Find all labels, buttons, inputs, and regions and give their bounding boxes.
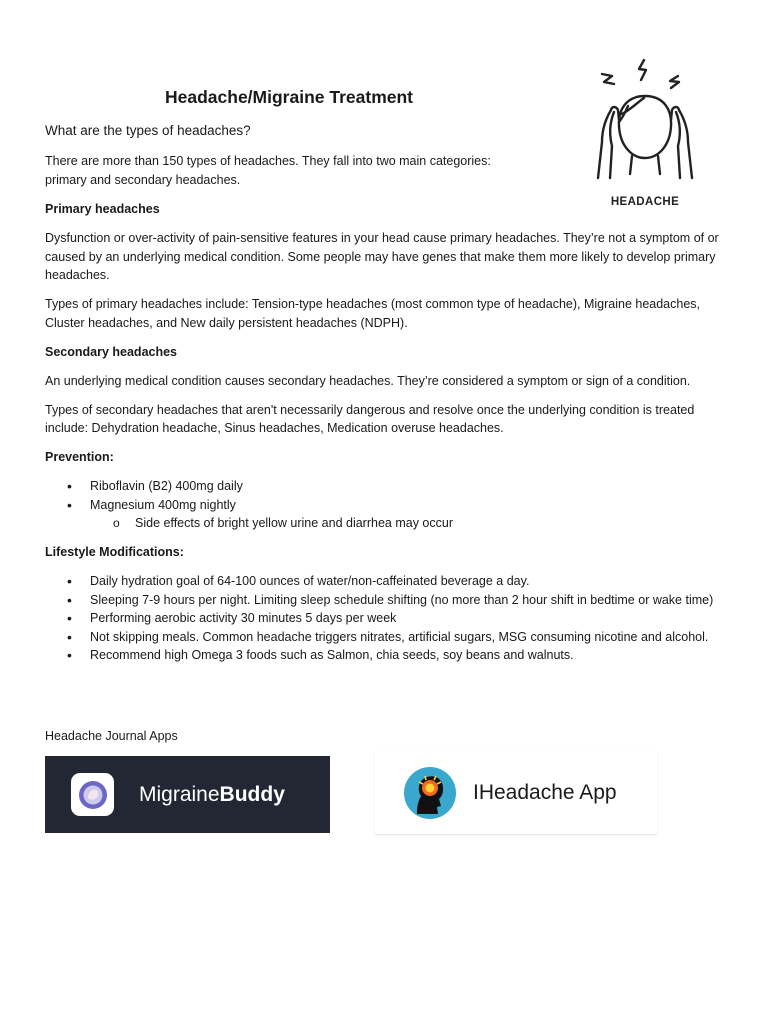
- lifestyle-list: [45, 572, 720, 665]
- section-question: What are the types of headaches?: [45, 123, 251, 138]
- list-item: • Sleeping 7-9 hours per night. Limiting sleep schedule shifting (no more than 2 hour shift in bedtime or wake time): [90, 591, 720, 610]
- headache-illustration: [578, 50, 712, 210]
- heading-lifestyle: Lifestyle Modifications:: [45, 545, 184, 559]
- wordmark-part-1: Migraine: [139, 782, 220, 806]
- page-title: Headache/Migraine Treatment: [165, 87, 413, 107]
- wordmark-part-2: Buddy: [219, 782, 285, 806]
- migraine-buddy-logo-icon: [71, 773, 114, 816]
- heading-secondary: Secondary headaches: [45, 344, 178, 359]
- migraine-buddy-banner[interactable]: [45, 756, 330, 833]
- migraine-buddy-wordmark: [139, 783, 285, 807]
- sub-list-item: o Side effects of bright yellow urine and diarrhea may occur: [135, 514, 720, 533]
- list-item: • Performing aerobic activity 30 minutes 5 days per week: [90, 609, 720, 628]
- list-item-text: Magnesium 400mg nightly: [90, 497, 236, 512]
- intro-paragraph: There are more than 150 types of headaches. They fall into two main categories: primary and secondary headaches.: [45, 154, 491, 187]
- prevention-list: [45, 477, 720, 533]
- list-item: [90, 496, 720, 533]
- heading-primary: Primary headaches: [45, 202, 160, 216]
- illustration-caption: HEADACHE: [610, 196, 680, 208]
- secondary-paragraph-2: Types of secondary headaches that aren't necessarily dangerous and resolve once the underlying condition is treated include: Dehydration headache, Sinus headaches, Medication overuse headaches.: [45, 402, 695, 435]
- iheadache-banner[interactable]: [375, 752, 657, 834]
- prevention-sublist: [90, 514, 720, 533]
- iheadache-logo-icon: [403, 766, 457, 820]
- primary-paragraph-1: Dysfunction or over-activity of pain-sensitive features in your head cause primary headaches. They’re not a symptom of or caused by an underlying medical condition. Some people may have genes that make them more likely to develop primary headaches.: [45, 231, 719, 282]
- iheadache-app-name: IHeadache App: [473, 780, 617, 804]
- primary-paragraph-2: Types of primary headaches include: Tension-type headaches (most common type of headache), Migraine headaches, Cluster headaches, and New daily persistent headaches (NDPH).: [45, 297, 701, 330]
- list-item: • Not skipping meals. Common headache triggers nitrates, artificial sugars, MSG consuming nicotine and alcohol.: [90, 628, 720, 647]
- list-item: • Daily hydration goal of 64-100 ounces of water/non-caffeinated beverage a day.: [90, 572, 720, 591]
- list-item: • Riboflavin (B2) 400mg daily: [90, 477, 720, 496]
- secondary-paragraph-1: An underlying medical condition causes secondary headaches. They’re considered a symptom or sign of a condition.: [45, 373, 691, 388]
- apps-heading: Headache Journal Apps: [45, 729, 178, 743]
- document-body: [45, 200, 720, 675]
- headache-icon: [578, 50, 712, 190]
- heading-prevention: Prevention:: [45, 450, 114, 464]
- list-item: • Recommend high Omega 3 foods such as Salmon, chia seeds, soy beans and walnuts.: [90, 646, 720, 665]
